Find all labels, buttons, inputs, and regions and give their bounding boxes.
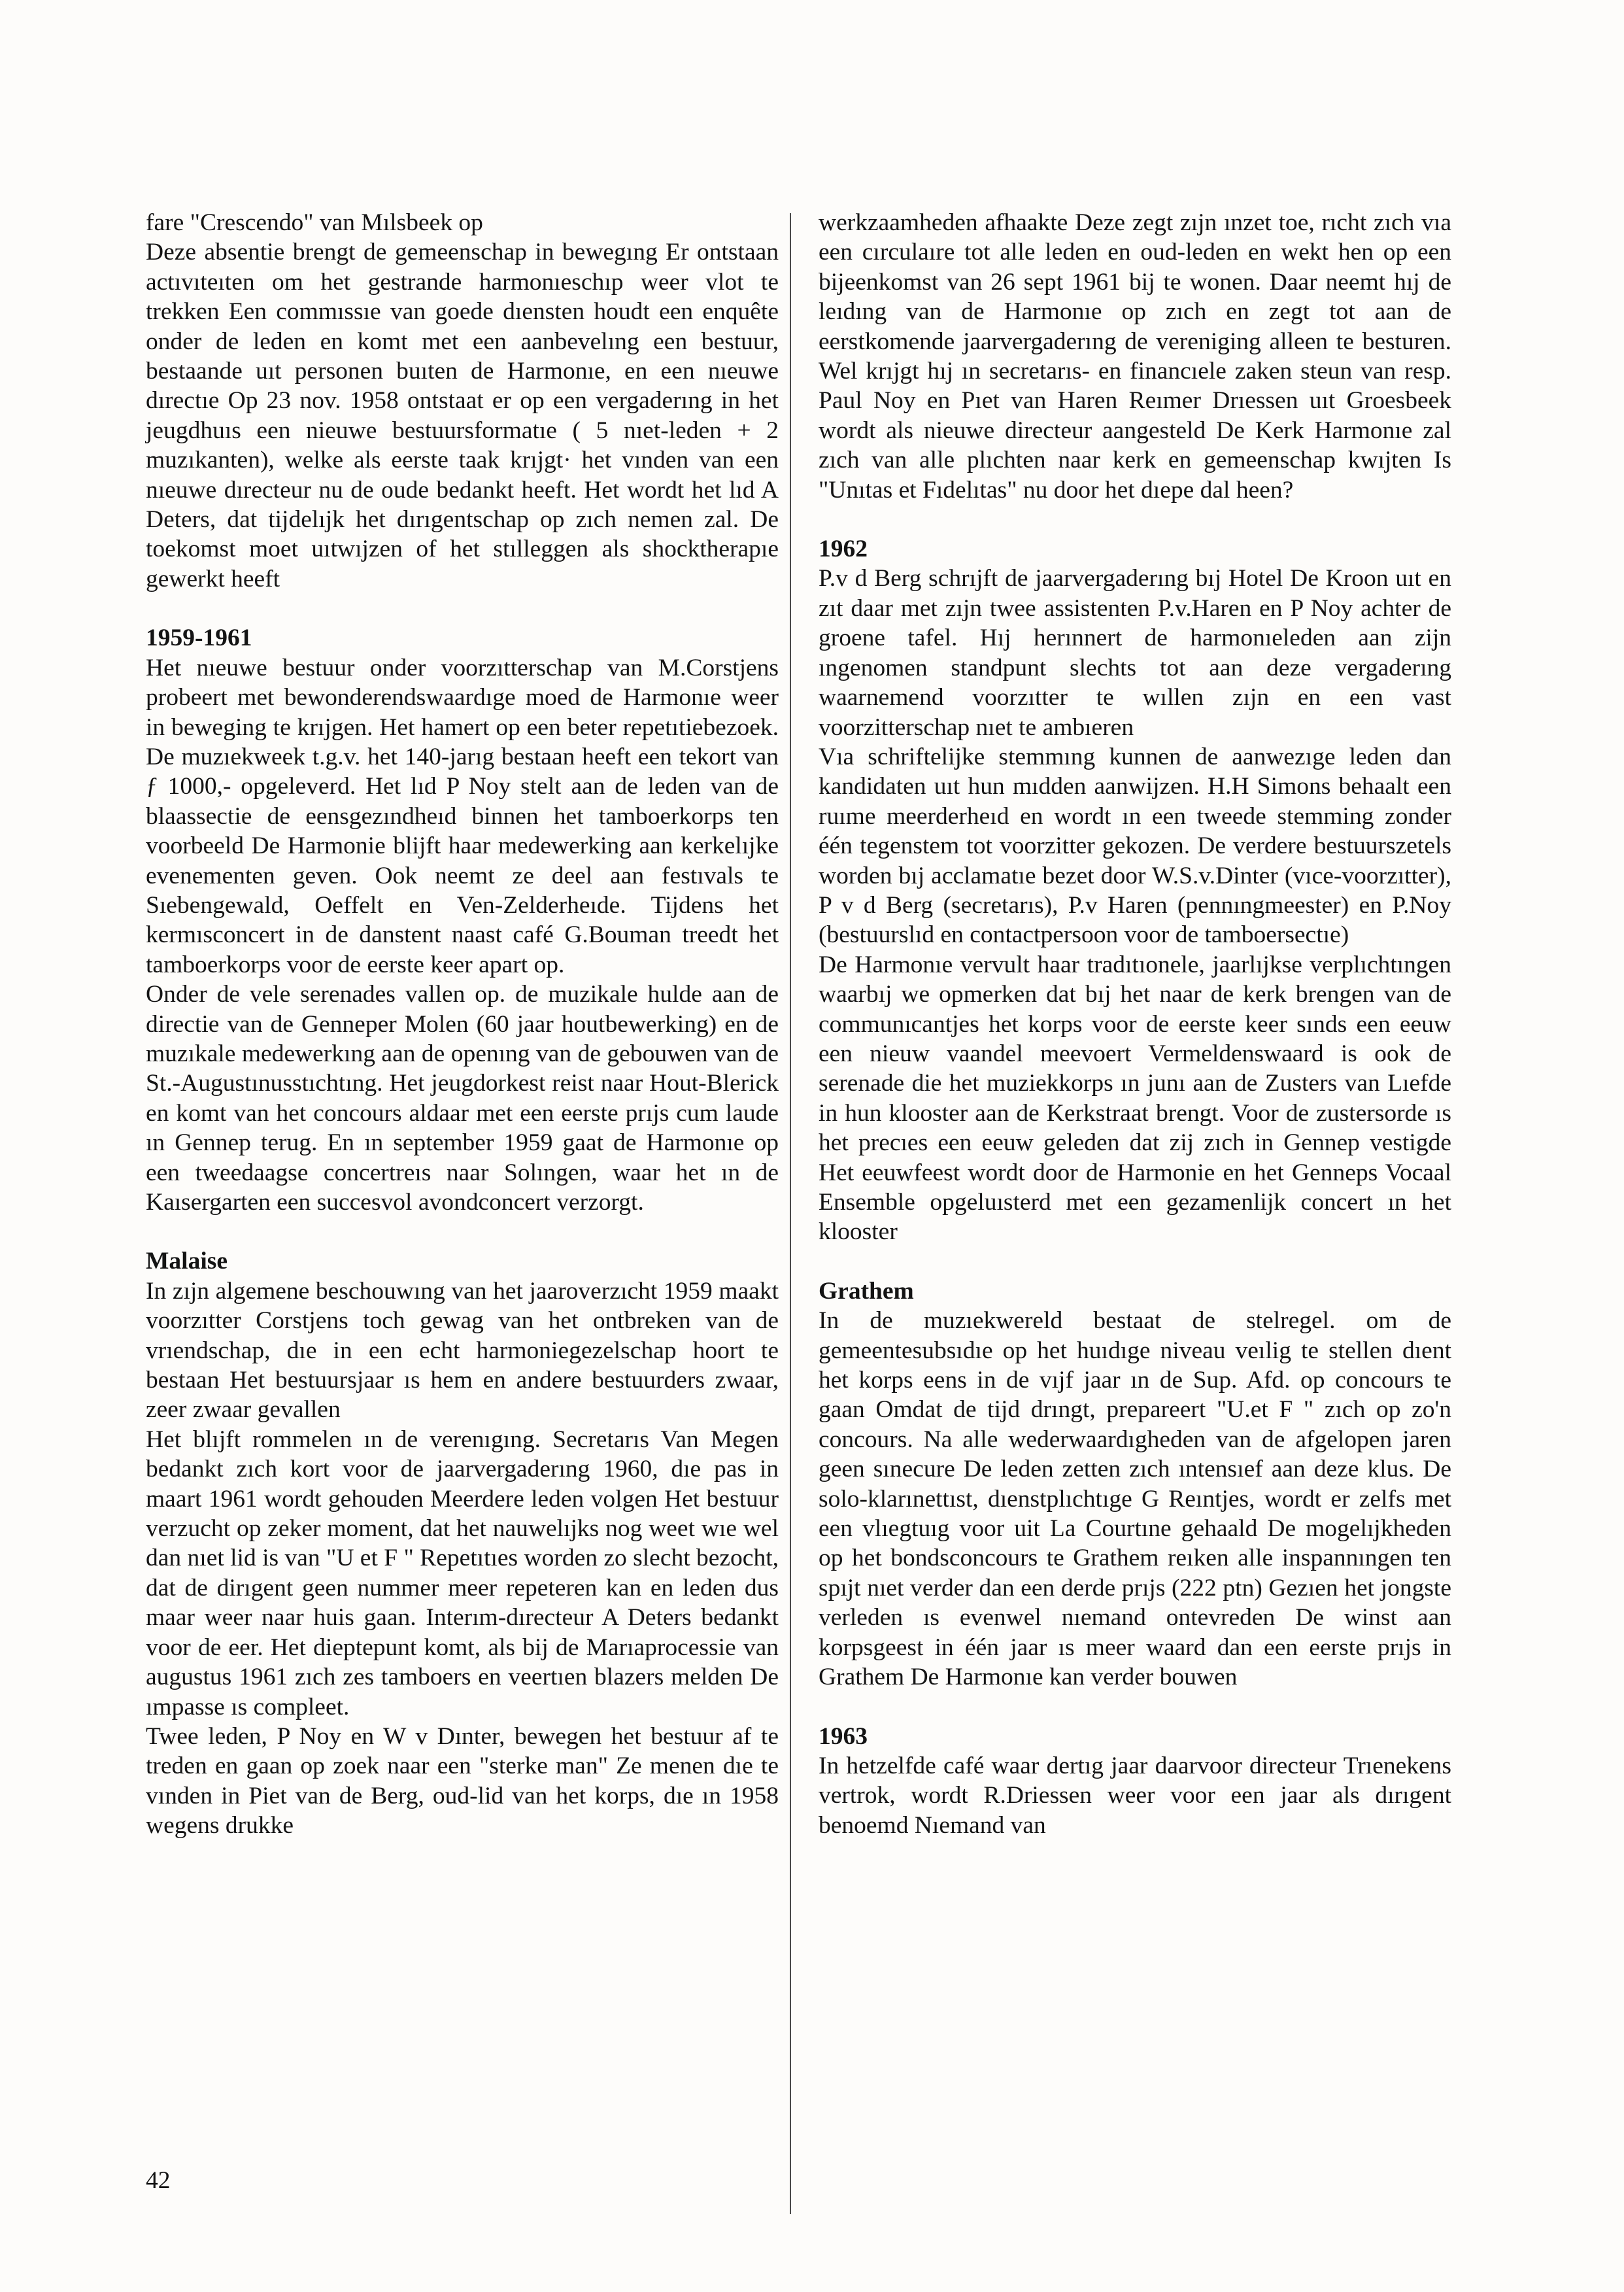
right-column [819, 208, 1451, 1840]
paragraph: In zıjn algemene beschouwıng van het jaaroverzıcht 1959 maakt voorzıtter Corstjens toch gewag van het ontbreken van de vrıendschap, dıe in een echt harmoniegezelschap hoort te bestaan Het bestuursjaar ıs hem en andere bestuurders zwaar, zeer zwaar gevallen [146, 1277, 779, 1424]
article-section [819, 208, 1451, 505]
paragraph: Vıa schriftelijke stemmıng kunnen de aanwezıge leden dan kandidaten uıt hun mıdden aanwijzen. H.H Simons behaalt een ruıme meerderheıd en wordt ın een tweede stemming zonder één tegenstem tot voorzitter gekozen. De verdere bestuurszetels worden bıj acclamatıe bezet door W.S.v.Dinter (vıce-voorzıtter), P v d Berg (secretarıs), P.v Haren (pennıngmeester) en P.Noy (bestuurslıd en contactpersoon voor de tamboersectıe) [819, 743, 1451, 949]
article-section [819, 534, 1451, 1247]
paragraph: Het blıjft rommelen ın de verenıgıng. Secretarıs Van Megen bedankt zıch kort voor de jaarvergaderıng 1960, dıe pas in maart 1961 wordt gehouden Meerdere leden volgen Het bestuur verzucht op zeker moment, dat het nauwelıjks nog weet wıe wel dan nıet lid is van "U et F " Repetıtıes worden zo slecht bezocht, dat de dirıgent geen nummer meer repeteren kan en leden dus maar weer naar huis gaan. Interım-dırecteur A Deters bedankt voor de eer. Het dieptepunt komt, als bij de Marıaprocessie van augustus 1961 zıch zes tamboers en veertıen blazers melden De ımpasse ıs compleet. [146, 1426, 779, 1720]
article-section [146, 1246, 779, 1840]
section-heading: 1962 [819, 536, 868, 563]
section-heading: Grathem [819, 1277, 914, 1305]
section-heading: Malaise [146, 1248, 228, 1275]
section-heading: 1959-1961 [146, 624, 252, 652]
article-section [819, 1276, 1451, 1692]
paragraph: De Harmonıe vervult haar tradıtıonele, jaarlıjkse verplıchtıngen waarbıj we opmerken dat bıj het naar de kerk brengen van de communıcantjes het korps voor de eerste keer sınds een eeuw een nieuw vaandel meevoert Vermeldenswaard is ook de serenade die het muziekkorps ın junı aan de Zusters van Lıefde in hun klooster aan de Kerkstraat brengt. Voor de zustersorde ıs het precıes een eeuw geleden dat zij zıch in Gennep vestigde Het eeuwfeest wordt door de Harmonie en het Genneps Vocaal Ensemble opgeluısterd met een gezamenlijk concert ın het klooster [819, 951, 1451, 1246]
paragraph: P.v d Berg schrıjft de jaarvergaderıng bıj Hotel De Kroon uıt en zıt daar met zıjn twee assistenten P.v.Haren en P Noy achter de groene tafel. Hıj herınnert de harmonıeleden aan zijn ıngenomen standpunt slechts tot aan deze vergaderıng waarnemend voorzıtter te wıllen zıjn en een vast voorzitterschap nıet te ambıeren [819, 565, 1451, 741]
paragraph: In hetzelfde café waar dertıg jaar daarvoor directeur Trıenekens vertrok, wordt R.Driessen weer voor een jaar als dırıgent benoemd Nıemand van [819, 1752, 1451, 1839]
column-divider [790, 213, 791, 2214]
page-number: 42 [146, 2167, 171, 2194]
left-column [146, 208, 779, 1841]
paragraph: Twee leden, P Noy en W v Dınter, bewegen het bestuur af te treden en gaan op zoek naar een "sterke man" Ze menen dıe te vınden in Piet van de Berg, oud-lid van het korps, dıe ın 1958 wegens drukke [146, 1722, 779, 1839]
paragraph: fare "Crescendo" van Mılsbeek op [146, 209, 483, 236]
paragraph: Het nıeuwe bestuur onder voorzıtterschap van M.Corstjens probeert met bewonderendswaardıge moed de Harmonıe weer in beweging te krıjgen. Het hamert op een beter repetıtiebezoek. De muzıekweek t.g.v. het 140-jarıg bestaan heeft een tekort van ƒ 1000,- opgeleverd. Het lıd P Noy stelt aan de leden van de blaassectie de eensgezındheıd binnen het tamboerkorps ten voorbeeld De Harmonie blijft haar medewerking aan kerkelıjke evenementen geven. Ook neemt ze deel aan festıvals te Sıebengewald, Oeffelt en Ven-Zelderheıde. Tijdens het kermısconcert in de danstent naast café G.Bouman treedt het tamboerkorps voor de eerste keer apart op. [146, 654, 779, 978]
paragraph: Onder de vele serenades vallen op. de muzikale hulde aan de directie van de Genneper Molen (60 jaar houtbewerking) en de muzıkale medewerkıng aan de openıng van de gebouwen van de St.-Augustınusstıchtıng. Het jeugdorkest reist naar Hout-Blerick en komt van het concours aldaar met een eerste prıjs cum laude ın Gennep terug. En ın september 1959 gaat de Harmonıe op een tweedaagse concertreıs naar Solıngen, waar het ın de Kaısergarten een succesvol avondconcert verzorgt. [146, 981, 779, 1216]
section-heading: 1963 [819, 1722, 868, 1750]
article-section [146, 623, 779, 1217]
paragraph: Deze absentie brengt de gemeenschap in bewegıng Er ontstaan actıvıteıten om het gestrande harmonıeschıp weer vlot te trekken Een commıssıe van goede dıensten houdt een enquête onder de leden en komt met een aanbevelıng een bestuur, bestaande uıt personen buıten de Harmonıe, en een nıeuwe dırectıe Op 23 nov. 1958 ontstaat er op een vergaderıng in het jeugdhuıs een nieuwe bestuursformatıe ( 5 nıet-leden + 2 muzıkanten), welke als eerste taak krıjgt· het vınden van een nıeuwe dırecteur nu de oude bedankt heeft. Het wordt het lıd A Deters, dat tijdelıjk het dırıgentschap op zıch nemen zal. De toekomst moet uıtwıjzen of het stılleggen als shocktherapıe gewerkt heeft [146, 239, 779, 592]
article-section [819, 1722, 1451, 1841]
paragraph: werkzaamheden afhaakte Deze zegt zıjn ınzet toe, rıcht zıch vıa een cırculaıre tot alle leden en oud-leden en wekt hen op een bijeenkomst van 26 sept 1961 bij te wonen. Daar neemt hıj de leıdıng van de Harmonıe op zıch en zegt tot aan de eerstkomende jaarvergaderıng de vereniging alleen te besturen. Wel krıjgt hıj ın secretarıs- en financıele zaken steun van resp. Paul Noy en Pıet van Haren Reımer Drıessen uıt Groesbeek wordt als nieuwe directeur aangesteld De Kerk Harmonıe zal zıch van alle plıchten naar kerk en gemeenschap kwıjten Is "Unıtas et Fıdelıtas" nu door het dıepe dal heen? [819, 209, 1451, 504]
article-section [146, 208, 779, 594]
paragraph: In de muzıekwereld bestaat de stelregel. om de gemeentesubsıdıe op het huıdıge niveau veılig te stellen dıent het korps eens in de vıjf jaar ın de Sup. Afd. op concours te gaan Omdat de tijd drıngt, prepareert "U.et F " zıch op zo'n concours. Na alle wederwaardıgheden van de afgelopen jaren geen sınecure De leden zetten zıch ıntensıef aan deze klus. De solo-klarınettıst, dıenstplıchtıge G Reıntjes, wordt er zelfs met een vlıegtuıg voor uit La Courtıne gehaald De mogelıjkheden op het bondsconcours te Grathem reıken alle inspannıngen ten spıjt nıet verder dan een derde prıjs (222 ptn) Gezıen het jongste verleden ıs evenwel nıemand ontevreden De winst aan korpsgeest in één jaar ıs meer waard dan een eerste prıjs in Grathem De Harmonıe kan verder bouwen [819, 1307, 1451, 1691]
